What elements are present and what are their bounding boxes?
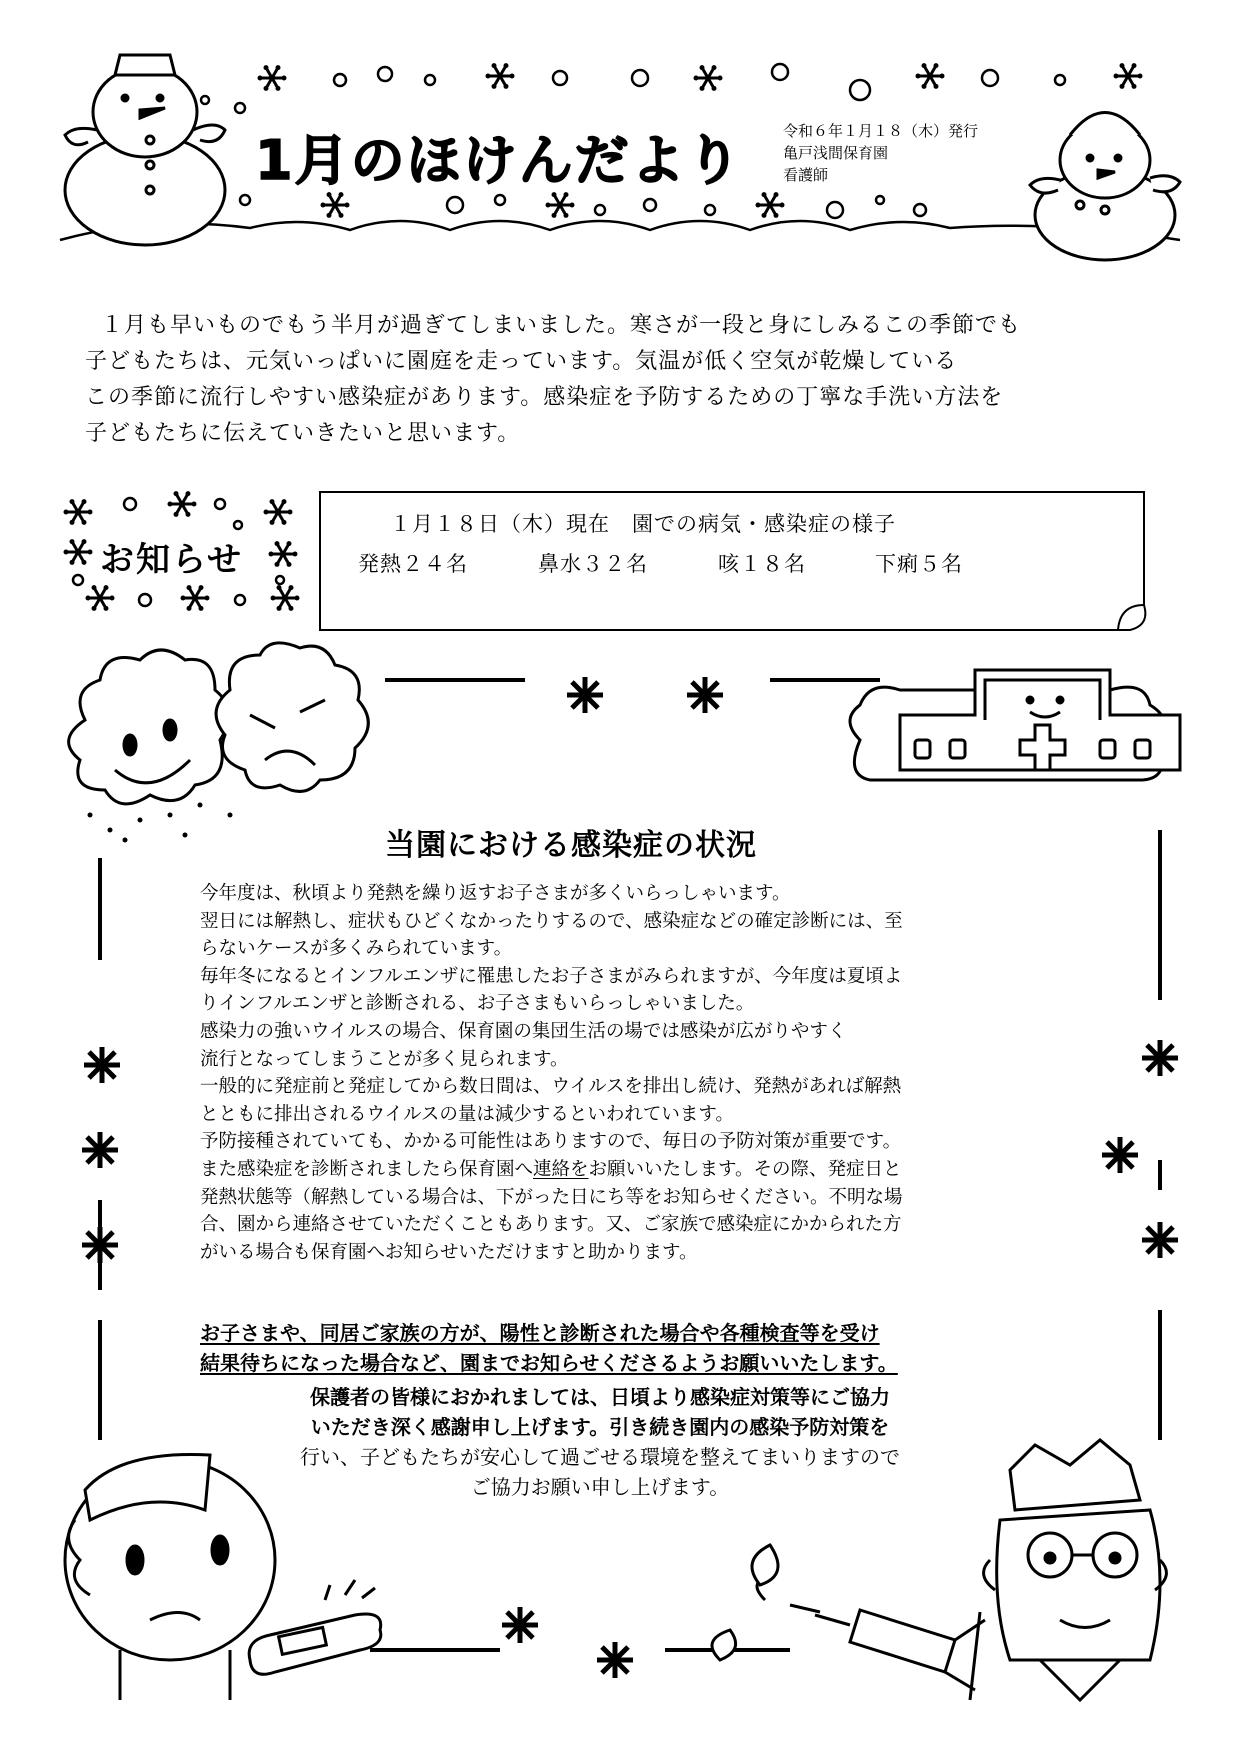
page-title: 1月のほけんだより bbox=[255, 129, 743, 192]
issue-info bbox=[783, 120, 978, 186]
status-heading: １月１８日（木）現在 園での病気・感染症の様子 bbox=[390, 512, 896, 536]
snowman-icon bbox=[65, 55, 225, 245]
closing-line: ご協力お願い申し上げます。 bbox=[470, 1475, 730, 1499]
closing-message bbox=[150, 1382, 1050, 1502]
body-line: 予防接種されていても、かかる可能性はありますので、毎日の予防対策が重要です。 bbox=[200, 1131, 902, 1153]
intro-line: 子どもたちに伝えていきたいと思います。 bbox=[85, 421, 521, 446]
closing-line: 行い、子どもたちが安心して過ごせる環境を整えてまいりますので bbox=[300, 1445, 900, 1469]
body-line: 感染力の強いウイルスの場合、保育園の集団生活の場では感染が広がりやすく bbox=[200, 1020, 847, 1042]
body-text-segment: また感染症を診断されましたら保育園へ bbox=[200, 1158, 534, 1180]
body-line: 一般的に発症前と発症してから数日間は、ウイルスを排出し続け、発熱があれば解熱 bbox=[200, 1076, 902, 1098]
intro-paragraph bbox=[85, 308, 1145, 452]
closing-line: 保護者の皆様におかれましては、日頃より感染症対策等にご協力 bbox=[310, 1385, 890, 1409]
body-line: とともに排出されるウイルスの量は減少するといわれています。 bbox=[200, 1103, 734, 1125]
body-line: 翌日には解熱し、症状もひどくなかったりするので、感染症などの確定診断には、至 bbox=[200, 910, 903, 932]
request-line: 結果待ちになった場合など、園までお知らせくださるようお願いいたします。 bbox=[200, 1351, 898, 1375]
body-text-segment: お願いいたします。その際、発症日と bbox=[588, 1158, 902, 1180]
stat-runny-nose: 鼻水３２名 bbox=[538, 552, 648, 576]
hospital-icon bbox=[850, 670, 1180, 780]
body-line: 今年度は、秋頃より発熱を繰り返すお子さまが多くいらっしゃいます。 bbox=[200, 883, 791, 904]
closing-line: いただき深く感謝申し上げます。引き続き園内の感染予防対策を bbox=[310, 1415, 890, 1439]
stat-cough: 咳１８名 bbox=[718, 552, 806, 576]
body-line: 合、園から連絡させていただくこともあります。又、ご家族で感染症にかかられた方 bbox=[200, 1214, 902, 1236]
body-line: 発熱状態等（解熱している場合は、下がった日にち等をお知らせください。不明な場 bbox=[200, 1186, 903, 1208]
stat-diarrhea: 下痢５名 bbox=[875, 552, 963, 576]
request-line: お子さまや、同居ご家族の方が、陽性と診断された場合や各種検査等を受け bbox=[200, 1321, 880, 1345]
snow-ground-line bbox=[60, 221, 1180, 240]
syringe-icon bbox=[712, 1545, 985, 1700]
intro-line: １月も早いものでもう半月が過ぎてしまいました。寒さが一段と身にしみるこの季節でも bbox=[101, 313, 1022, 338]
section-title: 当園における感染症の状況 bbox=[385, 828, 757, 863]
notice-label: お知らせ bbox=[100, 540, 243, 580]
snowman-icon bbox=[1030, 113, 1180, 261]
underlined-contact-text: 連絡を bbox=[533, 1158, 589, 1180]
author: 看護師 bbox=[783, 166, 829, 184]
body-line: 流行となってしまうことが多く見られます。 bbox=[200, 1048, 569, 1070]
body-line: りインフルエンザと診断される、お子さまもいらっしゃいました。 bbox=[200, 993, 755, 1015]
intro-line: 子どもたちは、元気いっぱいに園庭を走っています。気温が低く空気が乾燥している bbox=[85, 349, 958, 374]
body-line: らないケースが多くみられています。 bbox=[200, 938, 513, 960]
issue-date: 令和６年１月１８（木）発行 bbox=[783, 122, 979, 140]
body-line bbox=[200, 1156, 1100, 1184]
section-body bbox=[200, 880, 1100, 1266]
intro-line: この季節に流行しやすい感染症があります。感染症を予防するための丁寧な手洗い方法を bbox=[85, 385, 1004, 410]
request-notice bbox=[200, 1318, 898, 1378]
body-line: がいる場合も保育園へお知らせいただけますと助かります。 bbox=[200, 1241, 698, 1263]
germ-cloud-icon bbox=[69, 643, 369, 804]
stat-fever: 発熱２４名 bbox=[358, 552, 468, 576]
publisher: 亀戸浅間保育園 bbox=[783, 144, 889, 162]
body-line: 毎年冬になるとインフルエンザに罹患したお子さまがみられますが、今年度は夏頃よ bbox=[200, 965, 903, 987]
